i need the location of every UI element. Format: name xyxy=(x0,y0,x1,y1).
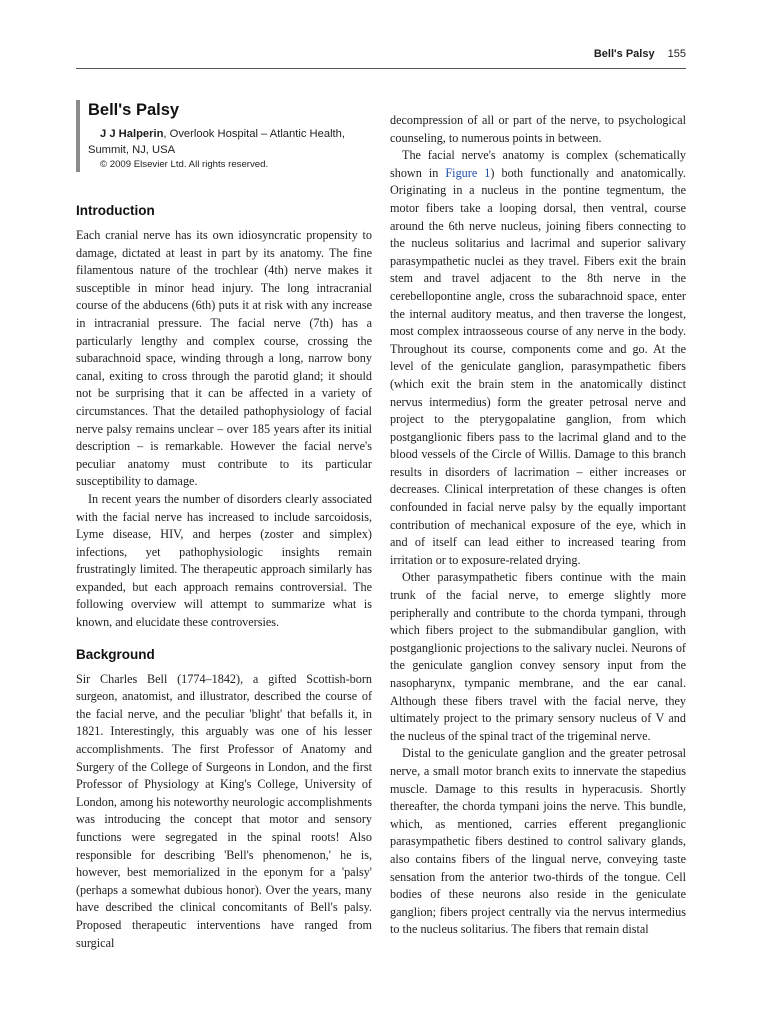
figure-1-link[interactable]: Figure 1 xyxy=(445,165,491,180)
running-head xyxy=(76,48,686,69)
right-paragraph-2-rest: ) both functionally and anatomically. Originating in a nucleus in the pontine tegmentum, the motor fibers take a looping dorsal, then ventral, course around the 6th nerve nucleus, joining fibers connecting to the nucleus solitarius and lacrimal and superior salivary parasympathetic nuclei as they travel. Fibers exit the brain stem and travel adjacent to the 8th nerve in the cerebellopontine angle, cross the subarachnoid space, enter the internal auditory meatus, and then traverse the longest, most complex intraosseous course of any nerve in the body. Throughout its course, components come and go. At the level of the geniculate ganglion, parasympathetic fibers (which exit the brain stem in the anatomically distinct nervus intermedius) form the greater petrosal nerve and project to the pterygopalatine ganglion, from which postganglionic fibers pass to the lacrimal gland and to the blood vessels of the Circle of Willis. Damage to this branch results in disorders of lacrimation – either increases or decreases. Clinical interpretation of these changes is often confounded in facial nerve palsy by the equally important contribution of mechanical exposure of the eye, which in and of itself can lead either to increased tearing from irritation or to exposure-related drying. xyxy=(390,165,686,567)
left-column xyxy=(76,100,372,952)
right-paragraph-3: Other parasympathetic fibers continue with the main trunk of the facial nerve, to emerge slightly more peripherally and contribute to the chorda tympani, through which fibers project to the submandibular ganglion, with postganglionic projections to the salivary nuclei. Neurons of the geniculate ganglion convey sensory input from the nasopharynx, tympanic membrane, and the ear canal. Although these fibers travel with the facial nerve, they ultimately project to the primary sensory nucleus of V and the nucleus of the spinal tract of the trigeminal nerve. xyxy=(390,570,686,743)
author-name: J J Halperin xyxy=(100,128,164,140)
introduction-heading: Introduction xyxy=(76,203,155,218)
right-paragraph-4: Distal to the geniculate ganglion and the greater petrosal nerve, a small motor branch exits to innervate the stapedius muscle. Damage to this results in hyperacusis. Shortly thereafter, the chorda tympani joins the nerve. This bundle, which, as mentioned, carries efferent preganglionic parasympathetic fibers destined to control salivary glands, also contains fibers of the lingual nerve, conveying taste sensation from the anterior two-thirds of the tongue. Cell bodies of these neurons also reside in the geniculate ganglion; fibers project centrally via the nervus intermedius to the nucleus solitarius. The fibers that remain distal xyxy=(390,746,686,937)
background-paragraph-1: Sir Charles Bell (1774–1842), a gifted Scottish-born surgeon, anatomist, and illustrator, described the course of the facial nerve, and the peculiar 'blight' that befalls it, in 1821. Interestingly, this arguably was one of his lesser accomplishments. The first Professor of Anatomy and Surgery of the College of Surgeons in London, and the first Professor of Physiology at King's College, University of London, among his noteworthy neurologic accomplishments was introducing the concept that motor and sensory functions were segregated in the spinal roots! Also responsible for describing 'Bell's phenomenon,' he is, however, best memorialized in the eponym for a 'palsy' (perhaps a somewhat dubious honor). Over the years, many have described the clinical concomitants of Bell's palsy. Proposed therapeutic interventions have ranged from surgical xyxy=(76,671,372,950)
background-heading: Background xyxy=(76,646,155,662)
right-paragraph-2-lead: The facial nerve's anatomy is complex (schematically shown in xyxy=(390,148,686,180)
right-paragraph-2 xyxy=(390,147,686,569)
author-line xyxy=(88,126,372,158)
right-column xyxy=(390,112,686,939)
page-number: 155 xyxy=(667,48,686,60)
copyright-notice: © 2009 Elsevier Ltd. All rights reserved. xyxy=(100,159,269,170)
introduction-paragraph-1: Each cranial nerve has its own idiosyncratic propensity to damage, dictated at least in part by its anatomy. The fine filamentous nature of the trochlear (4th) nerve makes it susceptible in minor head injury. The long intracranial course of the abducens (6th) puts it at risk with any increase in intracranial pressure. The facial nerve (7th) has a particularly lengthy and complex course, crossing the subarachnoid space, winding through a long, narrow bony canal, exiting to cross through the parotid gland; it should not be surprising that it can be affected in a variety of circumstances. That the detailed pathophysiology of facial nerve palsy remains unclear – over 185 years after its initial description – is remarkable. However the facial nerve's peculiar anatomy must contribute to its particular susceptibility to damage. xyxy=(76,228,372,489)
author-affiliation: , Overlook Hospital – Atlantic Health, Summit, NJ, USA xyxy=(88,128,345,156)
right-paragraph-1: decompression of all or part of the nerve, to psychological counseling, to numerous points in between. xyxy=(390,113,686,145)
running-title: Bell's Palsy xyxy=(593,48,655,60)
article-title: Bell's Palsy xyxy=(88,101,180,119)
introduction-paragraph-2: In recent years the number of disorders clearly associated with the facial nerve has increased to include sarcoidosis, Lyme disease, HIV, and herpes (zoster and simplex) infections, yet pathophysiologic insights remain frustratingly limited. The therapeutic approach similarly has expanded, but each approach remains controversial. The following overview will attempt to summarize what is known, and elucidate these controversies. xyxy=(76,491,372,630)
article-header xyxy=(76,100,372,172)
